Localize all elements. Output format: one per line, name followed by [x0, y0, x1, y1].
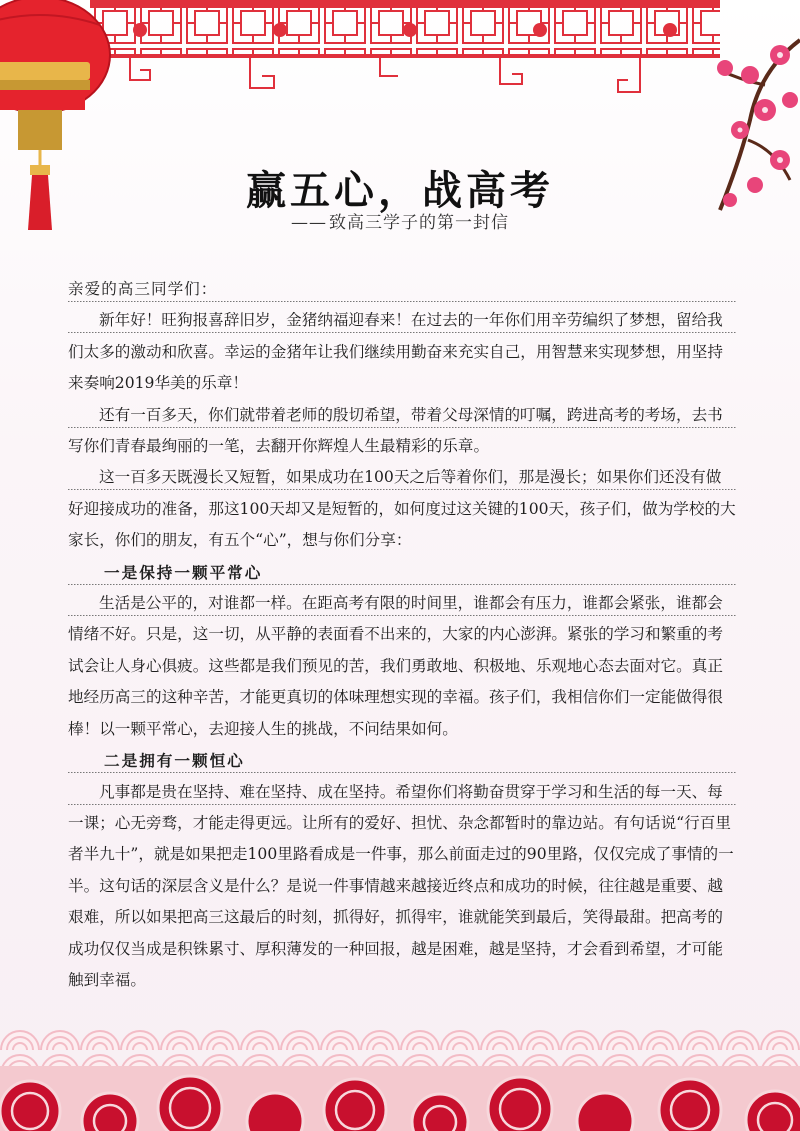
auspicious-cloud-border: [0, 1026, 800, 1131]
letter-body: [68, 274, 736, 996]
section-text-perseverance: 凡事都是贵在坚持、难在坚持、成在坚持。希望你们将勤奋贯穿于学习和生活的每一天、每一课；心无旁骛，才能走得更远。让所有的爱好、担忧、杂念都暂时的靠边站。有句话说“行百里者半九十”，就是如果把走100里路看成是一件事，那么前面走过的90里路，仅仅完成了事情的一半。这句话的深层含义是什么？是说一件事情越来越接近终点和成功的时候，往往越是重要、越艰难，所以如果把高三这最后的时刻，抓得好，抓得牢，谁就能笑到最后，笑得最甜。把高考的成功仅仅当成是积铢累寸、厚积薄发的一种回报，越是困难，越是坚持，才会看到希望，才可能触到幸福。: [68, 777, 736, 997]
paragraph-exam-countdown: 还有一百多天，你们就带着老师的殷切希望，带着父母深情的叮嘱，跨进高考的考场，去书写你们青春最绚丽的一笔，去翻开你辉煌人生最精彩的乐章。: [68, 400, 736, 463]
subtitle-text: 致高三学子的第一封信: [329, 213, 509, 233]
letter-subtitle: [0, 208, 800, 233]
section-heading-perseverance: 二是拥有一颗恒心: [68, 745, 736, 776]
section-text-calm-heart: 生活是公平的，对谁都一样。在距高考有限的时间里，谁都会有压力，谁都会紧张，谁都会情绪不好。只是，这一切，从平静的表面看不出来的，大家的内心澎湃。紧张的学习和繁重的考试会让人身心俱疲。这些都是我们预见的苦，我们勇敢地、积极地、乐观地心态去面对它。真正地经历高三的这种辛苦，才能更真切的体味理想实现的幸福。孩子们，我相信你们一定能做得很棒！以一颗平常心，去迎接人生的挑战，不问结果如何。: [68, 588, 736, 745]
salutation: 亲爱的高三同学们：: [68, 274, 736, 305]
subtitle-dash: ——: [291, 213, 327, 233]
paragraph-hundred-days: 这一百多天既漫长又短暂，如果成功在100天之后等着你们，那是漫长；如果你们还没有做好迎接成功的准备，那这100天却又是短暂的，如何度过这关键的100天，孩子们，做为学校的大家长，你们的朋友，有五个“心”，想与你们分享：: [68, 462, 736, 556]
paragraph-new-year: 新年好！旺狗报喜辞旧岁，金猪纳福迎春来！在过去的一年你们用辛劳编织了梦想，留给我们太多的激动和欣喜。幸运的金猪年让我们继续用勤奋来充实自己，用智慧来实现梦想，用坚持来奏响2019华美的乐章！: [68, 305, 736, 399]
section-heading-calm-heart: 一是保持一颗平常心: [68, 557, 736, 588]
letter-title: 赢五心，战高考: [246, 166, 554, 214]
